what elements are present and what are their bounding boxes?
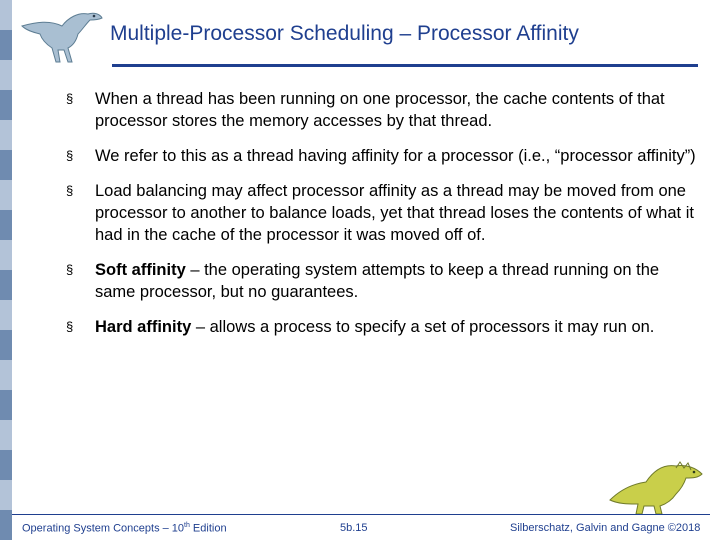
footer-rule xyxy=(12,514,710,515)
bullet-list xyxy=(66,88,696,351)
title-rule xyxy=(112,64,698,67)
bullet-marker: § xyxy=(66,262,74,277)
footer-book-suffix: Edition xyxy=(189,522,227,535)
bullet-marker: § xyxy=(66,148,74,163)
sidebar-band xyxy=(0,0,12,540)
bullet-term: Hard affinity xyxy=(95,318,192,336)
footer-book-title xyxy=(22,522,227,535)
bullet-marker: § xyxy=(66,319,74,334)
sidebar-block xyxy=(0,240,12,270)
bullet-item xyxy=(66,259,696,303)
slide-title: Multiple-Processor Scheduling – Processor Affinity xyxy=(110,22,579,45)
footer-book-prefix: Operating System Concepts – 10 xyxy=(22,522,185,535)
sidebar-block xyxy=(0,480,12,510)
bullet-item xyxy=(66,88,696,132)
bullet-text: When a thread has been running on one processor, the cache contents of that processor stores the memory accesses by that thread. xyxy=(95,90,665,130)
sidebar-block xyxy=(0,0,12,30)
dinosaur-corner-icon xyxy=(606,460,714,516)
bullet-item xyxy=(66,316,696,338)
footer-page-number: 5b.15 xyxy=(340,522,368,534)
sidebar-block xyxy=(0,420,12,450)
sidebar-block xyxy=(0,60,12,90)
bullet-text: Load balancing may affect processor affinity as a thread may be moved from one processor to another to balance loads, yet that thread loses the contents of what it had in the cache of the processor it was moved off of. xyxy=(95,182,694,244)
bullet-text: We refer to this as a thread having affinity for a processor (i.e., “processor affinity”) xyxy=(95,147,696,165)
sidebar-block xyxy=(0,120,12,150)
bullet-term: Soft affinity xyxy=(95,261,186,279)
bullet-text: – allows a process to specify a set of processors it may run on. xyxy=(191,318,655,336)
sidebar-block xyxy=(0,360,12,390)
dinosaur-logo-icon xyxy=(16,4,110,64)
bullet-marker: § xyxy=(66,91,74,106)
footer-book-sup: th xyxy=(184,522,190,529)
sidebar-block xyxy=(0,300,12,330)
bullet-text: – the operating system attempts to keep a thread running on the same processor, but no guarantees. xyxy=(95,261,660,301)
bullet-item xyxy=(66,180,696,246)
sidebar-block xyxy=(0,180,12,210)
bullet-marker: § xyxy=(66,183,74,198)
bullet-item xyxy=(66,145,696,167)
footer-copyright: Silberschatz, Galvin and Gagne ©2018 xyxy=(510,522,701,534)
